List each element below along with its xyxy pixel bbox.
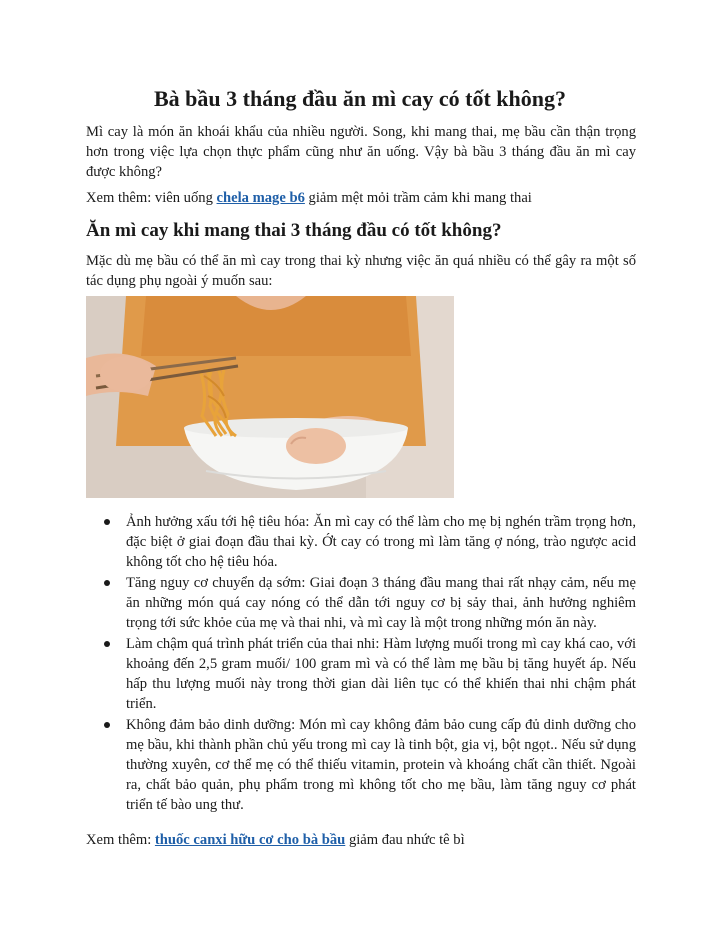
section-heading: Ăn mì cay khi mang thai 3 tháng đầu có tốt không? [86,220,502,241]
bullet-icon [104,722,110,728]
list-item [86,634,636,714]
intro-paragraph: Mì cay là món ăn khoái khẩu của nhiều người. Song, khi mang thai, mẹ bầu cần thận trọng hơn trong việc lựa chọn thực phẩm cũng như ăn uống. Vậy bà bầu 3 tháng đầu ăn mì cay được không? [86,124,636,180]
list-item [86,715,636,815]
canxi-link[interactable]: thuốc canxi hữu cơ cho bà bầu [154,832,346,848]
see-more-1-suffix: giảm mệt mỏi trầm cảm khi mang thai [304,190,532,206]
bullet-icon [104,580,110,586]
bullet-icon [104,519,110,525]
see-more-1 [86,188,636,208]
lead-paragraph: Mặc dù mẹ bầu có thể ăn mì cay trong thai kỳ nhưng việc ăn quá nhiều có thể gây ra một số tác dụng phụ ngoài ý muốn sau: [86,253,636,289]
list-item-text: Ảnh hưởng xấu tới hệ tiêu hóa: Ăn mì cay có thể làm cho mẹ bị nghén trầm trọng hơn, đặc biệt ở giai đoạn đầu thai kỳ. Ớt cay có trong mì làm tăng ợ nóng, trào ngược acid không tốt cho hệ tiêu hóa. [126,514,636,570]
noodle-photo [86,296,454,498]
see-more-2-suffix: giảm đau nhức tê bì [345,832,465,848]
see-more-2-prefix: Xem thêm: [86,832,155,848]
see-more-1-prefix: Xem thêm: viên uống [86,190,217,206]
see-more-2 [86,830,636,850]
chela-mage-b6-link[interactable]: chela mage b6 [216,190,305,206]
page-title: Bà bầu 3 tháng đầu ăn mì cay có tốt không? [154,86,566,111]
effects-list [86,512,636,816]
list-item-text: Không đảm bảo dinh dưỡng: Món mì cay không đảm bảo cung cấp đủ dinh dưỡng cho mẹ bầu, khi thành phần chủ yếu trong mì cay là tinh bột, gia vị, bột ngọt.. Nếu sử dụng thường xuyên, cơ thể mẹ có thể thiếu vitamin, protein và khoáng chất cần thiết. Ngoài ra, chất bảo quản, phụ phẩm trong mì không tốt cho mẹ bầu, làm tăng nguy cơ phát triển tế bào ung thư. [126,717,636,813]
list-item [86,512,636,572]
list-item [86,573,636,633]
list-item-text: Làm chậm quá trình phát triển của thai nhi: Hàm lượng muối trong mì cay khá cao, với khoảng đến 2,5 gram muối/ 100 gram mì và có thể làm mẹ bầu bị tăng huyết áp. Nếu hấp thu lượng muối này trong thời gian dài liên tục có thể khiến thai nhi chậm phát triển. [126,636,636,712]
bullet-icon [104,641,110,647]
list-item-text: Tăng nguy cơ chuyển dạ sớm: Giai đoạn 3 tháng đầu mang thai rất nhạy cảm, nếu mẹ ăn những món quá cay nóng có thể dẫn tới nguy cơ bị sảy thai, ảnh hưởng nghiêm trọng tới sức khỏe của mẹ và thai nhi, và mì cay là một trong những món ăn này. [126,575,636,631]
